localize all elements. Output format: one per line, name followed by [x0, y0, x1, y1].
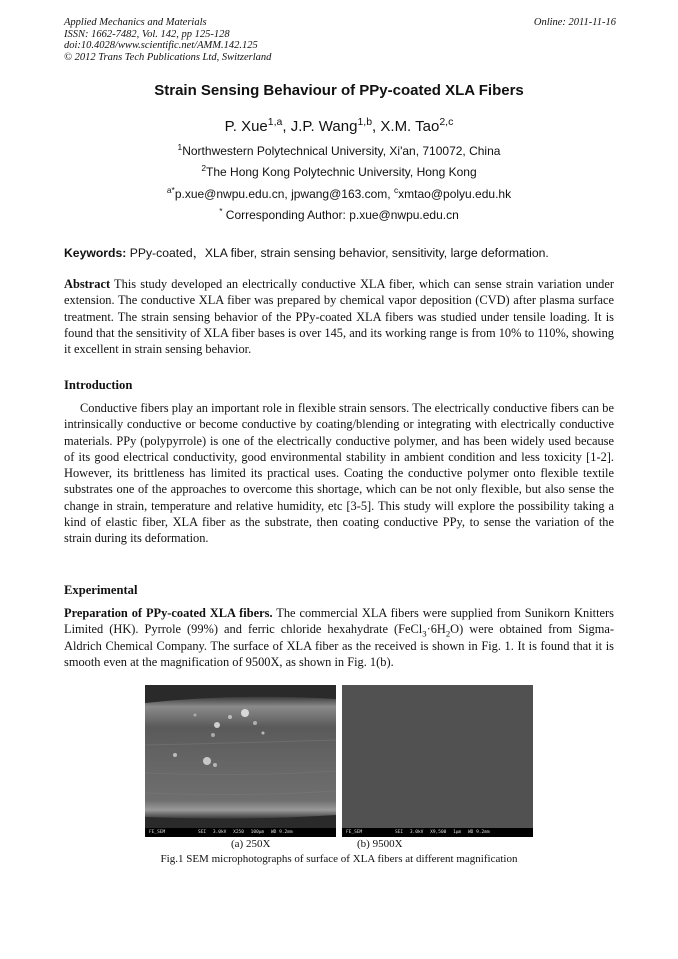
sem-scale: 100μm	[250, 830, 265, 835]
keywords	[64, 244, 624, 261]
sem-info-bar	[342, 828, 533, 837]
subscript: 3	[422, 628, 427, 639]
sem-sei: SEI	[394, 830, 404, 835]
abstract	[64, 276, 614, 357]
journal-name: Applied Mechanics and Materials	[64, 17, 207, 28]
author-sup: 1,b	[357, 116, 373, 128]
corresponding-author	[0, 208, 678, 222]
affiliation-2	[0, 165, 678, 179]
corr-text: Corresponding Author: p.xue@nwpu.edu.cn	[222, 208, 459, 222]
figure-caption: Fig.1 SEM microphotographs of surface of XLA fibers at different magnification	[160, 853, 518, 865]
sem-surface-graphic	[342, 685, 533, 837]
author-sup: 1,a	[267, 116, 283, 128]
sem-scale: 1μm	[453, 830, 462, 835]
subcaption-a: (a) 250X	[231, 838, 271, 850]
sem-wd: WD 9.2mm	[467, 830, 490, 835]
experimental-heading: Experimental	[64, 583, 138, 597]
introduction-text: Conductive fibers play an important role in flexible strain sensors. The electrically conductive fibers can be intrinsically conductive or become conductive by coating/blending or integrating with electrically conductive materials. PPy (polypyrrole) is one of the electrically conductive polymer, and has been widely used because of its good electrical conductivity, good environmental stability in ambient condition and less toxicity [1-2]. However, its brittleness has limited its practical uses. Coating the conductive polymer onto flexible textile substrates one of the approaches to overcome this shortage, which can be not only flexible, but also sense the change in strain, temperature and relative humidity, etc [3-5]. This study will explore the possibility taking a kind of elastic fiber, XLA fiber as the substrate, then coating conductive PPy, to sense the variation of the strain during its deformation.	[64, 401, 614, 546]
aff-text: The Hong Kong Polytechnic University, Hong Kong	[206, 165, 477, 179]
doi: doi:10.4028/www.scientific.net/AMM.142.125	[64, 40, 258, 51]
sem-kv: 3.0kV	[212, 830, 227, 835]
sem-label: FE_SEM	[149, 830, 166, 835]
sem-wd: WD 9.2mm	[270, 830, 293, 835]
experimental-text-mid: ·6H	[426, 622, 446, 637]
sem-mag: X250	[233, 830, 244, 835]
keywords-text: PPy-coated，XLA fiber, strain sensing behavior, sensitivity, large deformation.	[126, 246, 549, 260]
sem-sei: SEI	[197, 830, 207, 835]
sem-label: FE_SEM	[346, 830, 363, 835]
author-list: P. Xue$^{1,a}$, J.P. Wang$^{1,b}$, X.M. Tao$^{2,c}$	[224, 116, 454, 135]
email-text: p.xue@nwpu.edu.cn, jpwang@163.com,	[174, 187, 394, 201]
author-sup: 2,c	[439, 116, 454, 128]
email-line	[0, 187, 678, 201]
email-sup: c	[393, 185, 399, 195]
issn: ISSN: 1662-7482, Vol. 142, pp 125-128	[64, 28, 230, 40]
aff-sup: 2	[201, 163, 207, 173]
experimental-sublabel: Preparation of PPy-coated XLA fibers.	[64, 606, 273, 620]
experimental-text-2: O) were obtained from Sigma-Aldrich Chemical Company. The surface of XLA fiber as the received is shown in Fig. 1. It is found that it is smooth even at the magnification of 9500X, as shown in Fig. 1(b).	[64, 622, 614, 669]
journal-header	[64, 17, 271, 63]
experimental-text	[64, 605, 614, 670]
email-sup: a*	[166, 185, 175, 195]
sem-image-250x	[145, 685, 336, 837]
copyright: © 2012 Trans Tech Publications Ltd, Switzerland	[64, 51, 272, 63]
email-text: xmtao@polyu.edu.hk	[398, 187, 512, 201]
aff-text: Northwestern Polytechnical University, Xi'an, 710072, China	[182, 144, 501, 158]
author-name: X.M. Tao	[380, 118, 440, 135]
sem-mag: X9,500	[430, 830, 447, 835]
corr-sup: *	[219, 206, 223, 216]
experimental-text-1: The commercial XLA fibers were supplied from Sunikorn Knitters Limited (HK). Pyrrole (99%) and ferric chloride hexahydrate (FeCl	[64, 606, 614, 637]
keywords-label: Keywords:	[64, 246, 127, 260]
author-name: P. Xue	[224, 118, 268, 135]
subcaption-b: (b) 9500X	[357, 838, 403, 850]
paper-title: Strain Sensing Behaviour of PPy-coated XLA Fibers	[154, 82, 524, 99]
abstract-label: Abstract	[64, 277, 111, 291]
abstract-text: This study developed an electrically conductive XLA fiber, which can sense strain variation under extension. The conductive XLA fiber was prepared by chemical vapor deposition (CVD) after plasma surface treatment. The strain sensing behavior of the PPy-coated XLA fibers was studied under tensile loading. It is found that the sensitivity of XLA fiber bases is over 145, and its working range is from 10% to 110%, showing it excellent in strain sensing behavior.	[64, 277, 614, 357]
introduction-heading: Introduction	[64, 378, 133, 392]
sem-kv: 3.0kV	[409, 830, 424, 835]
sem-fiber-graphic	[145, 685, 336, 837]
aff-sup: 1	[177, 142, 183, 152]
sem-info-bar	[145, 828, 336, 837]
subscript: 2	[445, 628, 451, 639]
sem-image-9500x	[342, 685, 533, 837]
online-date: Online: 2011-11-16	[533, 17, 616, 28]
author-name: J.P. Wang	[290, 118, 358, 135]
affiliation-1	[0, 144, 678, 158]
